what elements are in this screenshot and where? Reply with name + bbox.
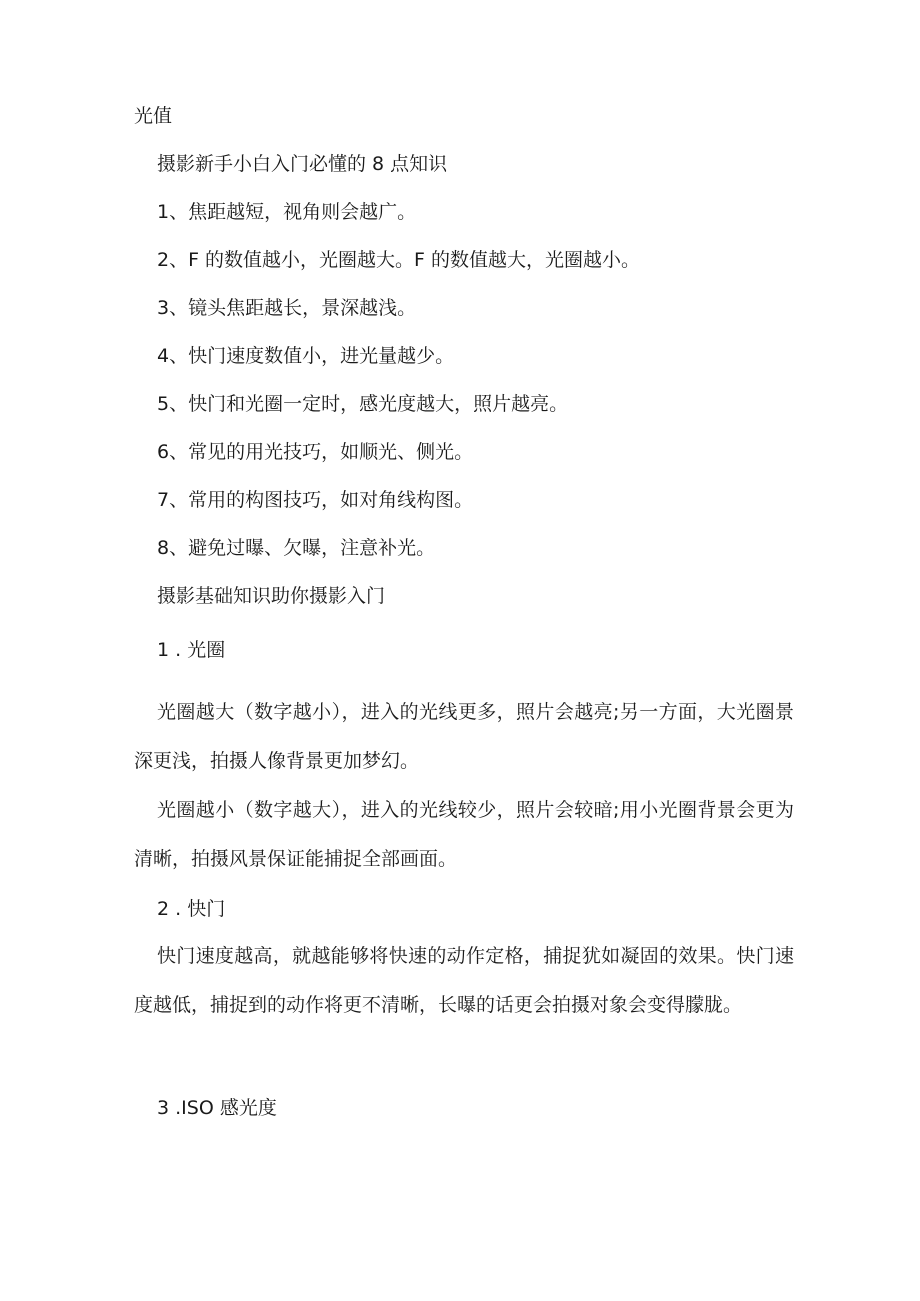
- tip-item: 5、快门和光圈一定时，感光度越大，照片越亮。: [157, 393, 569, 415]
- basics-title: 摄影基础知识助你摄影入门: [157, 585, 386, 607]
- section-paragraph: 快门速度越高，就越能够将快速的动作定格，捕捉犹如凝固的效果。快门速度越低，捕捉到的动作将更不清晰，长曝的话更会拍摄对象会变得朦胧。: [134, 945, 794, 1016]
- tip-item: 4、快门速度数值小，进光量越少。: [157, 345, 455, 367]
- tip-item: 1、焦距越短，视角则会越广。: [157, 201, 417, 223]
- section-title: 1 . 光圈: [157, 639, 226, 661]
- tip-item: 2、F 的数值越小，光圈越大。F 的数值越大，光圈越小。: [157, 249, 641, 271]
- doc-heading: 光值: [134, 105, 173, 127]
- tip-item: 8、避免过曝、欠曝，注意补光。: [157, 537, 436, 559]
- section-paragraph: 光圈越大（数字越小），进入的光线更多，照片会越亮;另一方面，大光圈景深更浅，拍摄人像背景更加梦幻。: [134, 701, 794, 772]
- tip-item: 6、常见的用光技巧，如顺光、侧光。: [157, 441, 474, 463]
- intro-line: 摄影新手小白入门必懂的 8 点知识: [157, 153, 448, 175]
- tip-item: 7、常用的构图技巧，如对角线构图。: [157, 489, 474, 511]
- section-title: 2 . 快门: [157, 898, 226, 920]
- section-paragraph: 光圈越小（数字越大），进入的光线较少，照片会较暗;用小光圈背景会更为清晰，拍摄风景保证能捕捉全部画面。: [134, 799, 794, 870]
- tip-item: 3、镜头焦距越长，景深越浅。: [157, 297, 417, 319]
- section-title: 3 .ISO 感光度: [157, 1097, 277, 1119]
